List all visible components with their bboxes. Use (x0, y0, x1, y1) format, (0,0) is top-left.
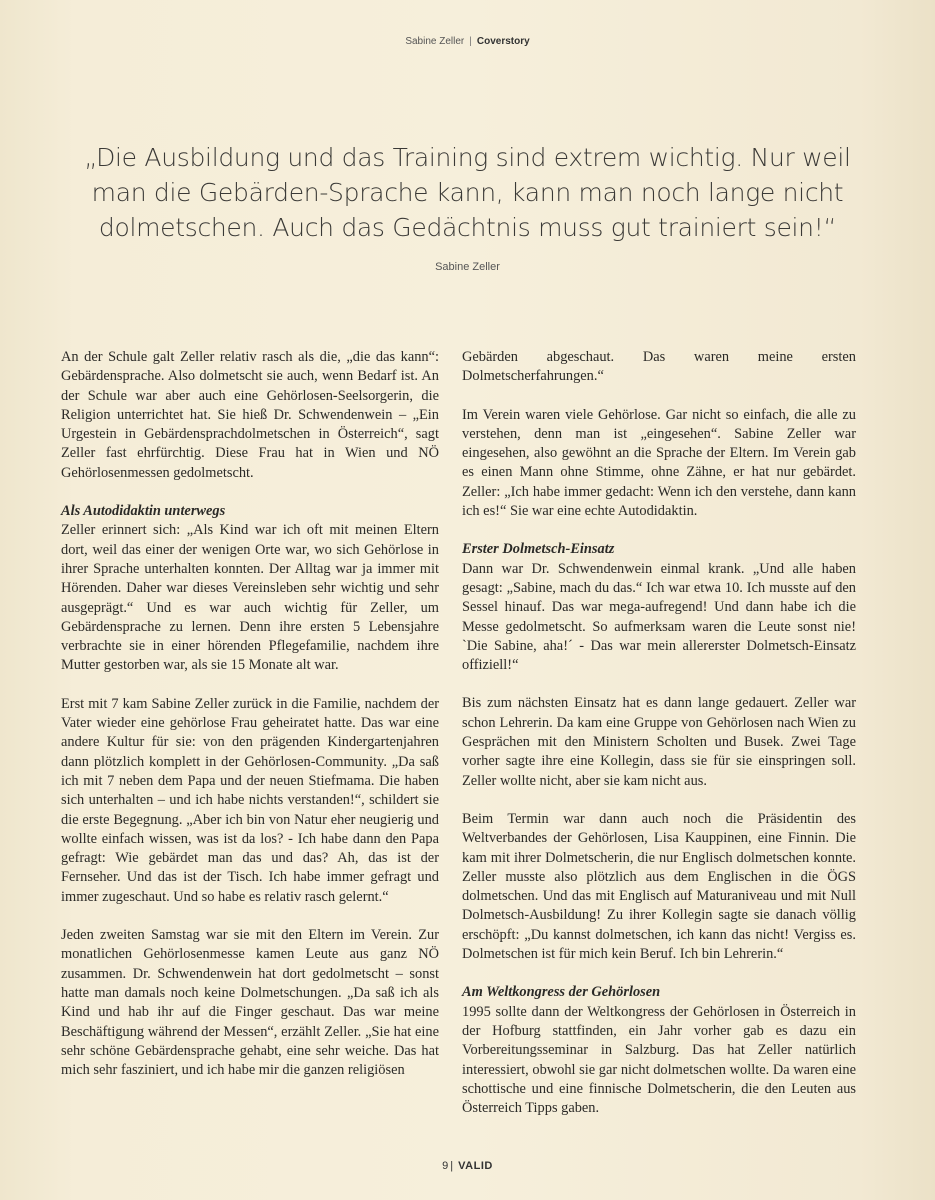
magazine-brand: VALID (458, 1160, 493, 1172)
page-number: 9 (442, 1160, 449, 1172)
right-paragraph-1: Gebärden abgeschaut. Das waren meine ersten Dolmetscherfahrungen.“ (462, 349, 856, 385)
right-paragraph-5: Beim Termin war dann auch noch die Präsidentin des Weltverbandes der Gehörlosen, Lisa Kauppinen, eine Finnin. Die kam mit ihrer Dolmetscherin, die nur Englisch dolmetschen konnte. Zeller musste also plötzlich aus dem Englischen in die ÖGS dolmetschen. Und das mit Englisch auf Maturaniveau und mit Null Dolmetsch-Ausbildung! Zu ihrer Kollegin sagte sie danach völlig erschöpft: „Du kannst dolmetschen, ich kann das nicht! Vergiss es. Dolmetschen ist für mich kein Beruf. Ich bin Lehrerin.“ (462, 810, 856, 963)
right-column (462, 348, 856, 1137)
left-paragraph-4: Jeden zweiten Samstag war sie mit den Eltern im Verein. Zur monatlichen Gehörlosenmesse kamen Leute aus ganz NÖ zusammen. Dr. Schwendenwein hat dort gedolmetscht – sonst hatte man damals noch keine Dolmetschungen. „Da saß ich als Kind und hab ihr auf die Finger geschaut. Das war meine Beschäftigung während der Messen“, erzählt Zeller. „Sie hat eine sehr schöne Gebärdensprache gehabt, eine sehr weiche. Das hat mich sehr fasziniert, und ich habe mir die ganzen religiösen (61, 927, 439, 1079)
left-subheading-1: Als Autodidaktin unterwegs (61, 503, 226, 520)
page-footer (0, 1160, 935, 1172)
left-paragraph-2: Zeller erinnert sich: „Als Kind war ich oft mit meinen Eltern dort, weil das einer der wenigen Orte war, wo sich Gehörlose in ihrer Sprache unterhalten konnten. Der Alltag war ja immer mit Hörenden. Daher war dieses Vereinsleben sehr wichtig und sehr ausgeprägt.“ Und es war auch wichtig für Zeller, um Gebärdensprache zu lernen. Denn ihre ersten 5 Lebensjahre verbrachte sie in einer hörenden Pflegefamilie, nachdem ihre Mutter gestorben war, als sie 15 Monate alt war. (61, 522, 439, 674)
left-paragraph-1: An der Schule galt Zeller relativ rasch als die, „die das kann“: Gebärdensprache. Also dolmetscht sie auch, wenn Bedarf ist. An der Schule war aber auch eine Gehörlosen-Seelsorgerin, die Religion unterrichtet hat. Sie hieß Dr. Schwendenwein – „Ein Urgestein in Gebärdensprachdolmetschen in Österreich“, sagt Zeller fast ehrfürchtig. Diese Frau hat in Wien und NÖ Gehörlosenmessen gedolmetscht. (61, 349, 439, 481)
right-paragraph-4: Bis zum nächsten Einsatz hat es dann lange gedauert. Zeller war schon Lehrerin. Da kam eine Gruppe von Gehörlosen nach Wien zu Gesprächen mit den Ministern Scholten und Busek. Zwei Tage vorher sagte ihre eine Kollegin, dass sie für sie einspringen soll. Zeller wollte nicht, aber sie kam nicht aus. (462, 695, 856, 789)
right-subheading-1: Erster Dolmetsch-Einsatz (462, 541, 615, 558)
header-section: Coverstory (476, 36, 530, 47)
pull-quote: „Die Ausbildung und das Training sind extrem wichtig. Nur weil man die Gebärden-Sprache kann, kann man noch lange nicht dolmetschen. Auch das Gedächtnis muss gut trainiert sein!“ (84, 143, 851, 242)
right-paragraph-6: 1995 sollte dann der Weltkongress der Gehörlosen in Österreich in der Hofburg stattfinden, ein Jahr vorher gab es dazu ein Vorbereitungsseminar in Salzburg. Das hat Zeller natürlich interessiert, obwohl sie gar nicht dolmetschen wollte. Da waren eine schottische und eine finnische Dolmetscherin, die den Leuten aus Österreich Tipps gaben. (462, 1003, 856, 1117)
right-subheading-2: Am Weltkongress der Gehörlosen (462, 984, 661, 1001)
right-paragraph-3: Dann war Dr. Schwendenwein einmal krank. „Und alle haben gesagt: „Sabine, mach du das.“ Ich war etwa 10. Ich musste auf den Sessel hinauf. Das war mega-aufregend! Und dann habe ich die Messe gedolmetscht. So aufmerksam waren die Leute sonst nie! `Die Sabine, aha!´ - Das war mein allererster Dolmetsch-Einsatz offiziell!“ (462, 560, 856, 674)
left-paragraph-3: Erst mit 7 kam Sabine Zeller zurück in die Familie, nachdem der Vater wieder eine gehörlose Frau geheiratet hatte. Das war eine andere Kultur für sie: von den prägenden Kindergartenjahren dann plötzlich komplett in der Gehörlosen-Community. „Da saß ich mit 7 neben dem Papa und der neuen Stiefmama. Die haben sich unterhalten – und ich habe nichts verstanden!“, schildert sie die erste Begegnung. „Aber ich bin von Natur eher neugierig und wollte einfach wissen, was ist da los? - Ich habe dann den Papa gefragt: Wie gebärdet man das und das? Ah, das ist der Fernseher. Und das ist der Tisch. Ich habe immer gefragt und immer zugeschaut. Und so habe es relativ rasch gelernt.“ (61, 695, 439, 905)
pull-quote-author: Sabine Zeller (435, 261, 500, 273)
right-paragraph-2: Im Verein waren viele Gehörlose. Gar nicht so einfach, die alle zu verstehen, denn man ist „eingesehen“. Sabine Zeller war eingesehen, also gewöhnt an die Sprache der Eltern. Im Verein gab es einen Mann ohne Stimme, ohne Zähne, er hat nur gebärdet. Zeller: „Ich habe immer gedacht: Wenn ich den verstehe, dann kann ich es!“ Sie war eine echte Autodidaktin. (462, 406, 856, 520)
header-author: Sabine Zeller (405, 36, 465, 47)
footer-separator: | (450, 1160, 454, 1172)
header-separator: | (469, 36, 472, 47)
running-head (0, 36, 935, 47)
left-column (61, 348, 439, 1099)
